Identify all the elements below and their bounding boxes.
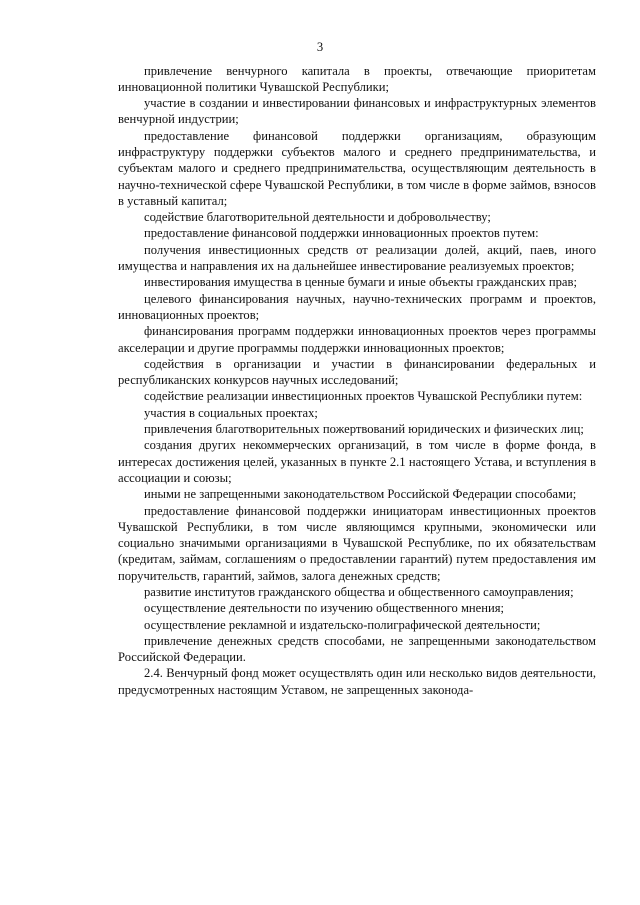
paragraph: осуществление деятельности по изучению общественного мнения; — [144, 601, 505, 616]
paragraph: привлечения благотворительных пожертвований юридических и физических лиц; — [144, 422, 584, 437]
paragraph: предоставление финансовой поддержки инновационных проектов путем: — [144, 226, 539, 241]
paragraph: содействия в организации и участии в финансировании федеральных и республиканских конкурсов научных исследований; — [118, 356, 596, 388]
paragraph: предоставление финансовой поддержки организациям, образующим инфраструктуру поддержки субъектов малого и среднего предпринимательства, и субъектам малого и среднего предпринимательства, осуществляющим деятельность в научно-технической сфере Чувашской Республики, в том числе в форме займов, взносов в уставный капитал; — [118, 128, 596, 208]
paragraph: создания других некоммерческих организаций, в том числе в форме фонда, в интересах достижения целей, указанных в пункте 2.1 настоящего Устава, и вступления в ассоциации и союзы; — [118, 438, 596, 485]
paragraph: привлечение венчурного капитала в проекты, отвечающие приоритетам инновационной политики Чувашской Республики; — [118, 63, 596, 94]
paragraph: привлечение денежных средств способами, не запрещенными законодательством Российской Федерации. — [118, 633, 596, 665]
paragraph: предоставление финансовой поддержки инициаторам инвестиционных проектов Чувашской Республики, в том числе являющимся крупными, экономически или социально значимыми организациями в Чувашской Республике, по их обязательствам (кредитам, займам, соглашениям о предоставлении гарантий) путем предоставления им поручительств, гарантий, займов, залога денежных средств; — [118, 503, 596, 583]
paragraph: содействие реализации инвестиционных проектов Чувашской Республики путем: — [144, 389, 583, 404]
paragraph: осуществление рекламной и издательско-полиграфической деятельности; — [144, 617, 541, 632]
paragraph: инвестирования имущества в ценные бумаги и иные объекты гражданских прав; — [144, 275, 577, 290]
paragraph: развитие институтов гражданского общества и общественного самоуправления; — [144, 585, 574, 599]
paragraph: содействие благотворительной деятельности и добровольчеству; — [144, 210, 491, 225]
paragraph: участие в создании и инвестировании финансовых и инфраструктурных элементов венчурной индустрии; — [118, 96, 596, 127]
paragraph: 2.4. Венчурный фонд может осуществлять один или несколько видов деятельности, предусмотренных настоящим Уставом, не запрещенных законода- — [118, 666, 596, 697]
paragraph: получения инвестиционных средств от реализации долей, акций, паев, иного имущества и направления их на дальнейшее инвестирование реализуемых проектов; — [118, 242, 596, 274]
paragraph: иными не запрещенными законодательством Российской Федерации способами; — [144, 487, 577, 502]
paragraph: целевого финансирования научных, научно-технических программ и проектов, инновационных проектов; — [118, 291, 596, 322]
paragraph: финансирования программ поддержки инновационных проектов через программы акселерации и другие программы поддержки инновационных проектов; — [118, 324, 596, 355]
page-number: 3 — [316, 40, 324, 54]
paragraph: участия в социальных проектах; — [144, 405, 318, 420]
document-body — [118, 63, 596, 699]
